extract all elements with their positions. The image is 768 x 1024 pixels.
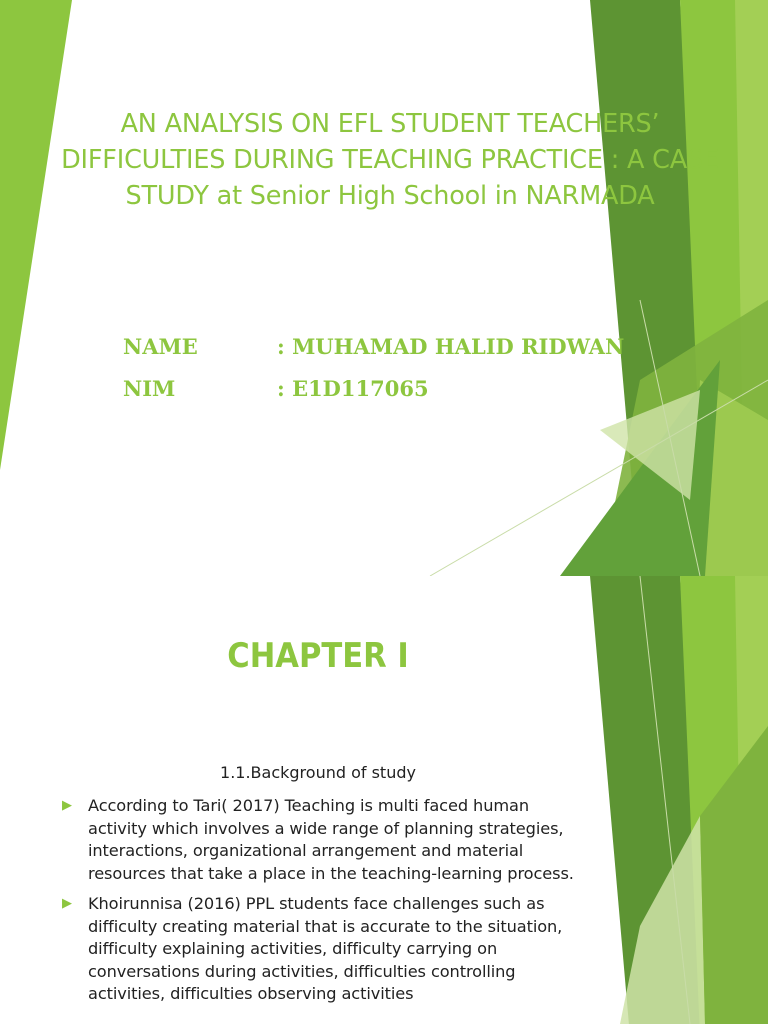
bullet-list [62, 795, 582, 1014]
slide-title: AN ANALYSIS ON EFL STUDENT TEACHERS’ DIFFICULTIES DURING TEACHING PRACTICE : A CASE STUDY at Senior High School in NARMADA [61, 109, 719, 211]
left-green-shape [0, 0, 72, 470]
triangle-right-icon: ▶ [62, 896, 72, 911]
bullet-item [62, 893, 582, 1006]
chapter-heading: CHAPTER I [227, 636, 409, 676]
bullet-text: According to Tari( 2017) Teaching is multi faced human activity which involves a wide range of planning strategies, interactions, organizational arrangement and material resources that take a place in the teaching-learning process. [88, 796, 574, 883]
name-label: NAME [123, 334, 198, 359]
chapter-slide [0, 576, 768, 1024]
nim-label: NIM [123, 376, 176, 401]
name-value: : MUHAMAD HALID RIDWAN [277, 334, 625, 359]
bullet-item [62, 795, 582, 885]
triangle-right-icon: ▶ [62, 798, 72, 813]
nim-value: : E1D117065 [277, 376, 429, 401]
nim-row [123, 376, 429, 401]
bullet-text: Khoirunnisa (2016) PPL students face challenges such as difficulty creating material that is accurate to the situation, difficulty explaining activities, difficulty carrying on conversations during activities, difficulties controlling activities, difficulties observing activities [88, 894, 563, 1003]
name-row [123, 334, 624, 359]
section-heading: 1.1.Background of study [220, 763, 416, 782]
